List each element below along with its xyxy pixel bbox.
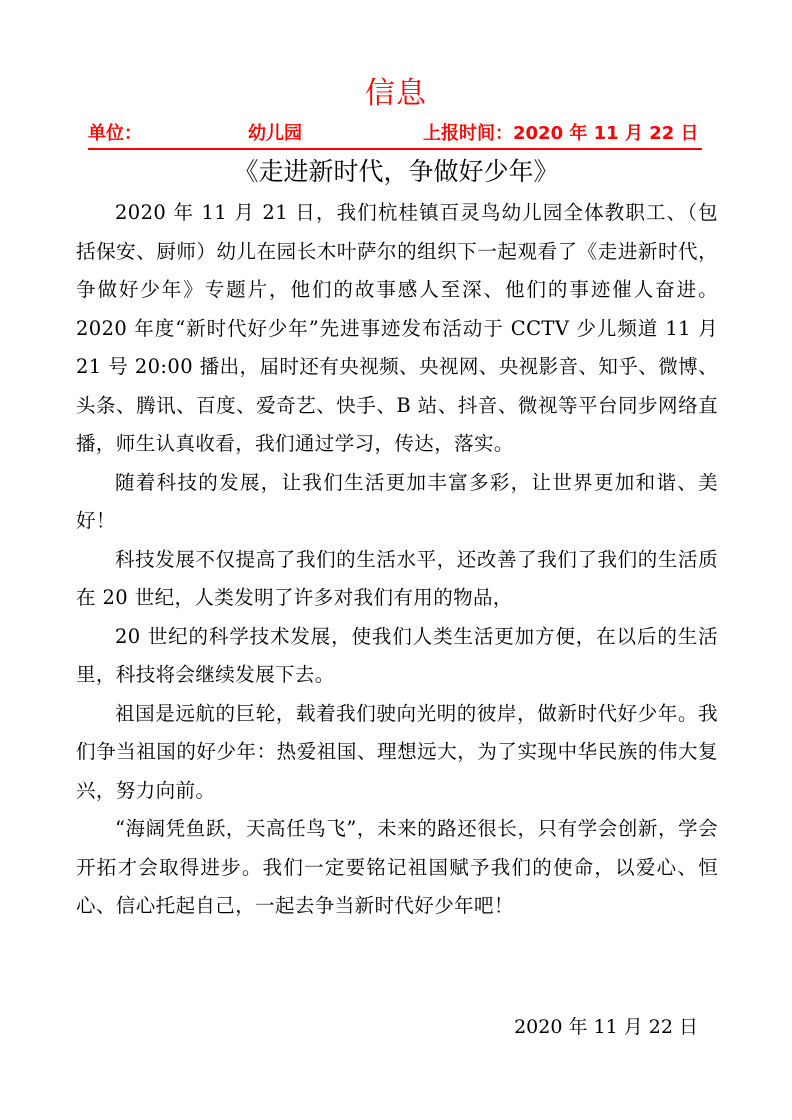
paragraph-2: 随着科技的发展，让我们生活更加丰富多彩，让世界更加和谐、美好！ — [76, 470, 718, 532]
unit-value: 幼儿园 — [248, 123, 302, 144]
unit-label: 单位： — [88, 123, 142, 144]
page-title: 信息 — [365, 76, 427, 111]
article-body — [76, 194, 718, 926]
paragraph-6: “海阔凭鱼跃，天高任鸟飞”，未来的路还很长，只有学会创新，学会开拓才会取得进步。我们一定要铭记祖国赋予我们的使命，以爱心、恒心、信心托起自己，一起去争当新时代好少年吧！ — [76, 817, 718, 917]
paragraph-4: 20 世纪的科学技术发展，使我们人类生活更加方便，在以后的生活里，科技将会继续发展下去。 — [76, 624, 718, 686]
footer-date: 2020 年 11 月 22 日 — [514, 1016, 698, 1038]
report-header — [88, 120, 702, 150]
article-title: 《走进新时代，争做好少年》 — [233, 157, 559, 186]
paragraph-1: 2020 年 11 月 21 日，我们杭桂镇百灵鸟幼儿园全体教职工、（包括保安、厨师）幼儿在园长木叶萨尔的组织下一起观看了《走进新时代，争做好少年》专题片，他们的故事感人至深、他们的事迹催人奋进。2020 年度“新时代好少年”先进事迹发布活动于 CCTV 少儿频道 11 月 21 号 20:00 播出，届时还有央视频、央视网、央视影音、知乎、微博、头条、腾讯、百度、爱奇艺、快手、B 站、抖音、微视等平台同步网络直播，师生认真收看，我们通过学习，传达，落实。 — [76, 201, 718, 455]
report-time: 上报时间：2020 年 11 月 22 日 — [423, 123, 699, 144]
paragraph-5: 祖国是远航的巨轮，载着我们驶向光明的彼岸，做新时代好少年。我们争当祖国的好少年：热爱祖国、理想远大，为了实现中华民族的伟大复兴，努力向前。 — [76, 701, 718, 802]
paragraph-3: 科技发展不仅提高了我们的生活水平，还改善了我们了我们的生活质在 20 世纪，人类发明了许多对我们有用的物品， — [76, 547, 718, 609]
